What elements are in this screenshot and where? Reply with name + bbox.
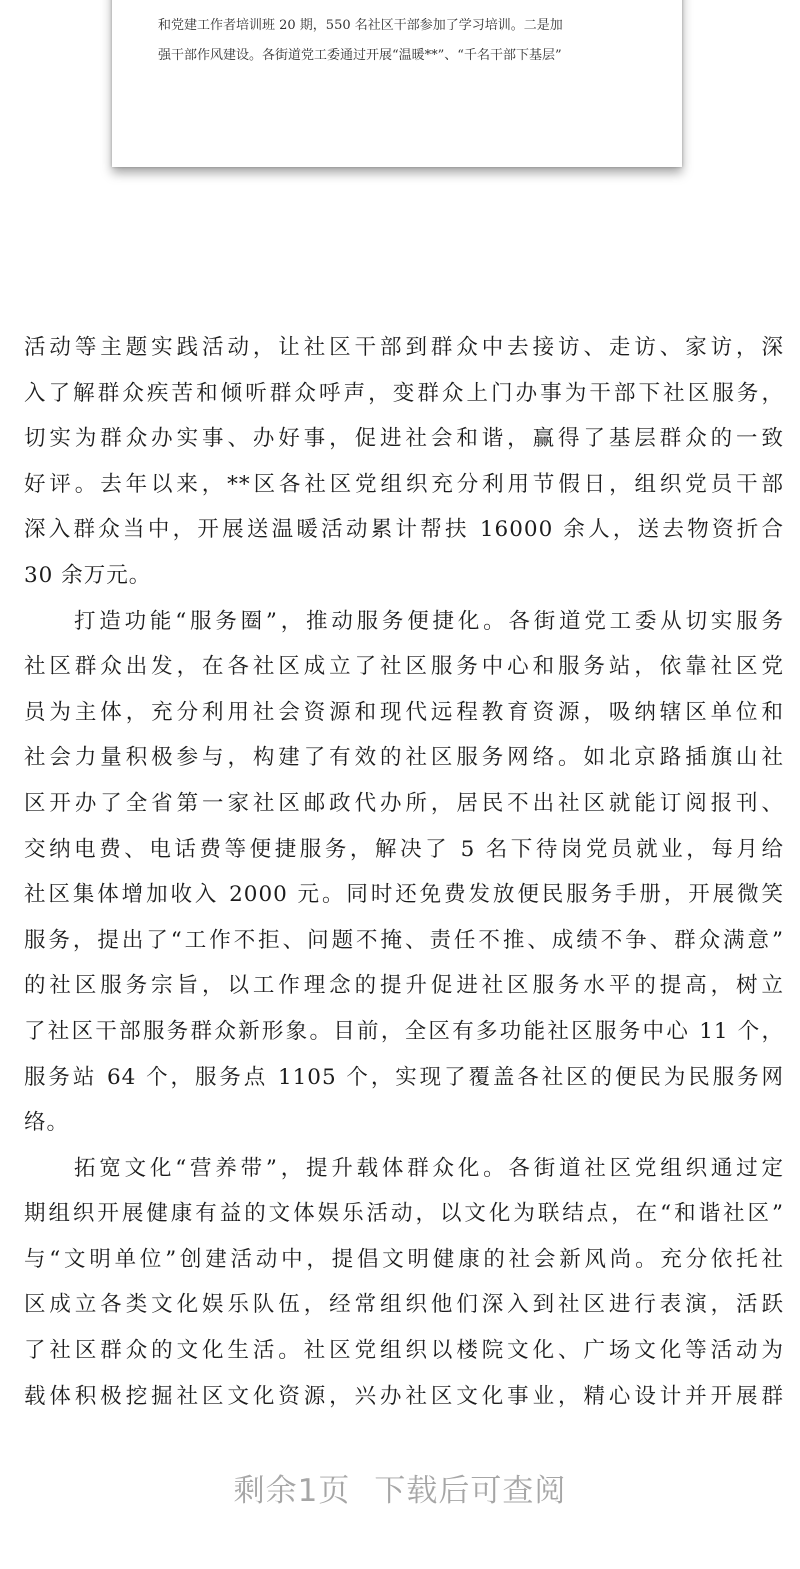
body-line: 服务站 64 个，服务点 1105 个，实现了覆盖各社区的便民为民服务网 bbox=[24, 1064, 784, 1090]
body-line: 了社区干部服务群众新形象。目前，全区有多功能社区服务中心 11 个， bbox=[24, 1018, 784, 1044]
preview-line: 强干部作风建设。各街道党工委通过开展“温暖**”、“千名干部下基层” bbox=[158, 48, 562, 63]
body-line: 员为主体，充分利用社会资源和现代远程教育资源，吸纳辖区单位和 bbox=[24, 699, 784, 725]
body-line: 入了解群众疾苦和倾听群众呼声，变群众上门办事为干部下社区服务， bbox=[24, 380, 784, 406]
body-line: 交纳电费、电话费等便捷服务，解决了 5 名下待岗党员就业，每月给 bbox=[24, 836, 784, 862]
body-line: 活动等主题实践活动，让社区干部到群众中去接访、走访、家访，深 bbox=[24, 335, 784, 360]
paragraph-heading: 打造功能“服务圈”，推动服务便捷化。各街道党工委从切实服务 bbox=[74, 608, 784, 634]
body-line: 社区群众出发，在各社区成立了社区服务中心和服务站，依靠社区党 bbox=[24, 654, 784, 680]
download-prompt[interactable] bbox=[0, 1465, 800, 1510]
body-line: 社区集体增加收入 2000 元。同时还免费发放便民服务手册，开展微笑 bbox=[24, 882, 784, 908]
body-line: 了社区群众的文化生活。社区党组织以楼院文化、广场文化等活动为 bbox=[24, 1338, 784, 1364]
paragraph-heading: 拓宽文化“营养带”，提升载体群众化。各街道社区党组织通过定 bbox=[74, 1155, 784, 1181]
body-line: 社会力量积极参与，构建了有效的社区服务网络。如北京路插旗山社 bbox=[24, 745, 784, 771]
body-line: 与“文明单位”创建活动中，提倡文明健康的社会新风尚。充分依托社 bbox=[24, 1246, 784, 1272]
body-line: 络。 bbox=[24, 1110, 70, 1136]
body-line: 的社区服务宗旨，以工作理念的提升促进社区服务水平的提高，树立 bbox=[24, 973, 784, 999]
remaining-pages-label: 剩余1页 bbox=[233, 1473, 351, 1509]
preview-line: 和党建工作者培训班 20 期，550 名社区干部参加了学习培训。二是加 bbox=[158, 18, 563, 33]
body-line: 服务，提出了“工作不拒、问题不掩、责任不推、成绩不争、群众满意” bbox=[24, 927, 784, 953]
document-body bbox=[24, 325, 784, 1419]
body-line: 切实为群众办实事、办好事，促进社会和谐，赢得了基层群众的一致 bbox=[24, 426, 784, 452]
body-line: 区开办了全省第一家社区邮政代办所，居民不出社区就能订阅报刊、 bbox=[24, 790, 784, 816]
body-line: 30 余万元。 bbox=[24, 562, 152, 588]
body-line: 区成立各类文化娱乐队伍，经常组织他们深入到社区进行表演，活跃 bbox=[24, 1292, 784, 1318]
previous-page-preview bbox=[112, 0, 682, 167]
body-line: 好评。去年以来，**区各社区党组织充分利用节假日，组织党员干部 bbox=[24, 471, 784, 497]
preview-line bbox=[158, 0, 658, 4]
body-line: 深入群众当中，开展送温暖活动累计帮扶 16000 余人，送去物资折合 bbox=[24, 517, 784, 543]
body-line: 期组织开展健康有益的文体娱乐活动，以文化为联结点，在“和谐社区” bbox=[24, 1201, 784, 1227]
body-line: 载体积极挖掘社区文化资源，兴办社区文化事业，精心设计并开展群 bbox=[24, 1383, 784, 1409]
download-to-view-label: 下载后可查阅 bbox=[374, 1473, 567, 1509]
